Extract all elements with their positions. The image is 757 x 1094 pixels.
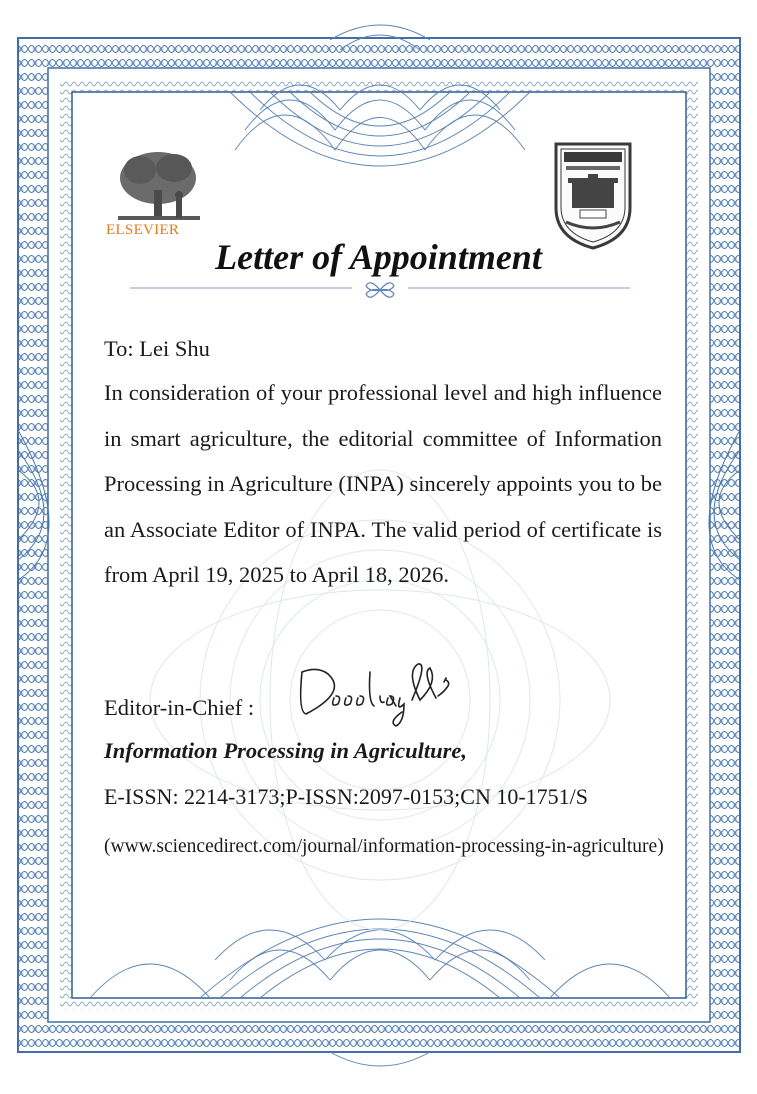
elsevier-wordmark: ELSEVIER	[106, 222, 180, 238]
handwritten-signature	[288, 652, 478, 730]
journal-name: Information Processing in Agriculture,	[104, 738, 467, 763]
appointment-paragraph: In consideration of your professional level and high influence in smart agriculture, the editorial committee of Information Processing in Agriculture (INPA) sincerely appoints you to be an Associate Editor of INPA. The valid period of certificate is from April 19, 2025 to April 18, 2026.	[104, 380, 662, 587]
salutation: To: Lei Shu	[104, 336, 210, 361]
university-seal	[552, 138, 634, 250]
issn-line: E-ISSN: 2214-3173;P-ISSN:2097-0153;CN 10-1751/S	[104, 784, 589, 809]
journal-website: (www.sciencedirect.com/journal/information-processing-in-agriculture)	[104, 836, 664, 857]
letter-title: Letter of Appointment	[215, 237, 542, 277]
title-divider	[130, 278, 630, 308]
signature-label: Editor-in-Chief :	[104, 695, 255, 720]
